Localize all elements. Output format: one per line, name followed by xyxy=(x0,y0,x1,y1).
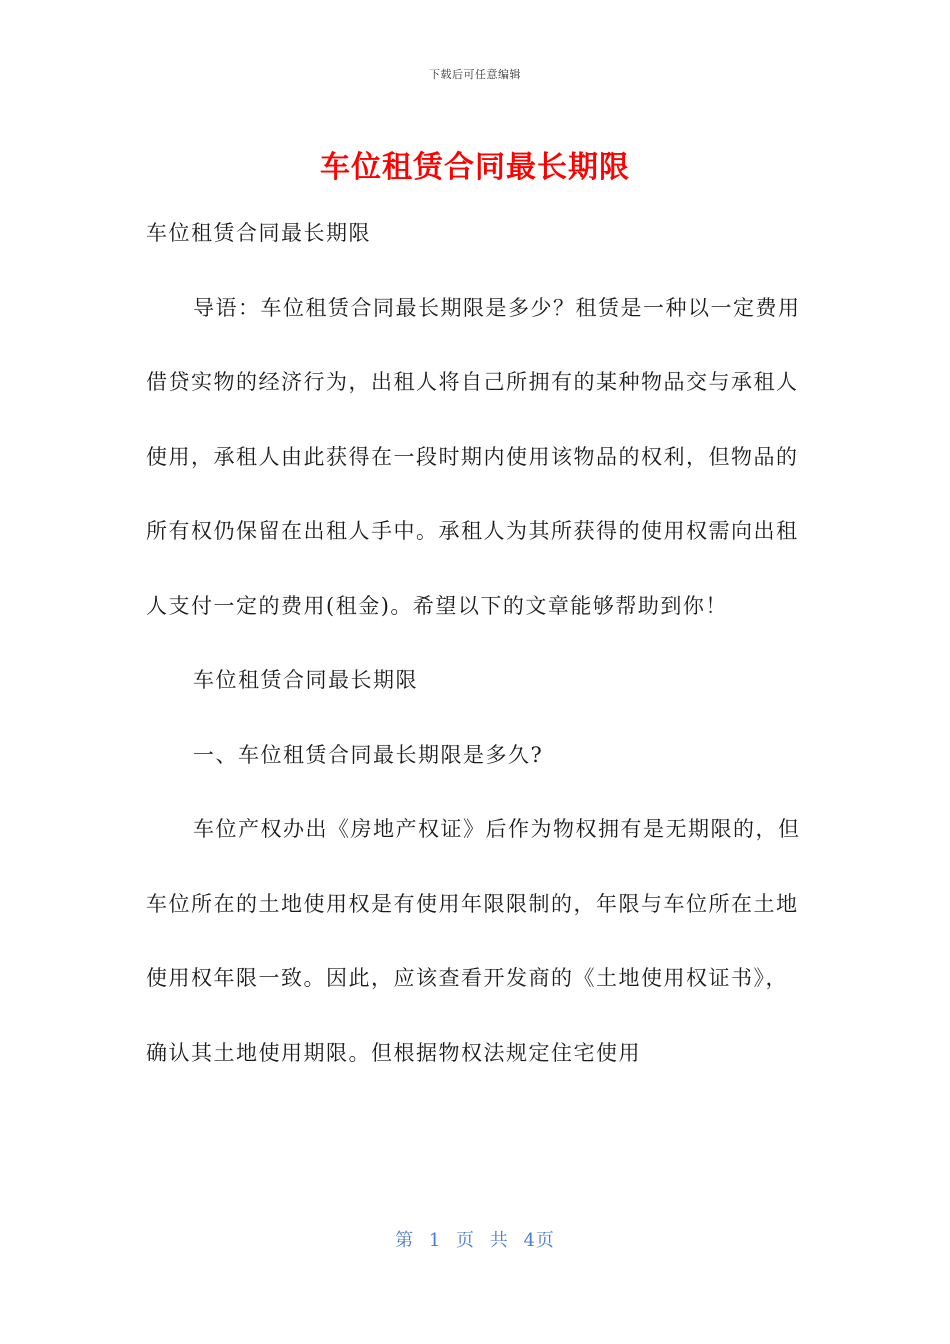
document-body xyxy=(146,196,806,1090)
page-label-prefix: 第 xyxy=(395,1230,415,1251)
total-label: 共 xyxy=(489,1230,509,1251)
paragraph-section-heading: 车位租赁合同最长期限 xyxy=(193,668,418,692)
page-footer xyxy=(0,1226,950,1252)
document-title: 车位租赁合同最长期限 xyxy=(320,150,630,185)
paragraph-question-heading: 一、车位租赁合同最长期限是多久? xyxy=(193,742,544,767)
paragraph-intro: 导语：车位租赁合同最长期限是多少？租赁是一种以一定费用借贷实物的经济行为，出租人将自己所拥有的某种物品交与承租人使用，承租人由此获得在一段时期内使用该物品的权利，但物品的所有权仍保留在出租人手中。承租人为其所获得的使用权需向出租人支付一定的费用(租金)。希望以下的文章能够帮助到你！ xyxy=(146,295,801,618)
page-label-suffix: 页 xyxy=(456,1230,475,1251)
paragraph-answer: 车位产权办出《房地产权证》后作为物权拥有是无期限的，但车位所在的土地使用权是有使用年限限制的，年限与车位所在土地使用权年限一致。因此，应该查看开发商的《土地使用权证书》，确认其土地使用期限。但根据物权法规定住宅使用 xyxy=(146,817,801,1065)
current-page-number: 1 xyxy=(428,1230,442,1251)
header-note: 下载后可任意编辑 xyxy=(429,68,521,81)
paragraph-subtitle: 车位租赁合同最长期限 xyxy=(146,221,371,245)
total-pages: 4页 xyxy=(523,1230,555,1251)
